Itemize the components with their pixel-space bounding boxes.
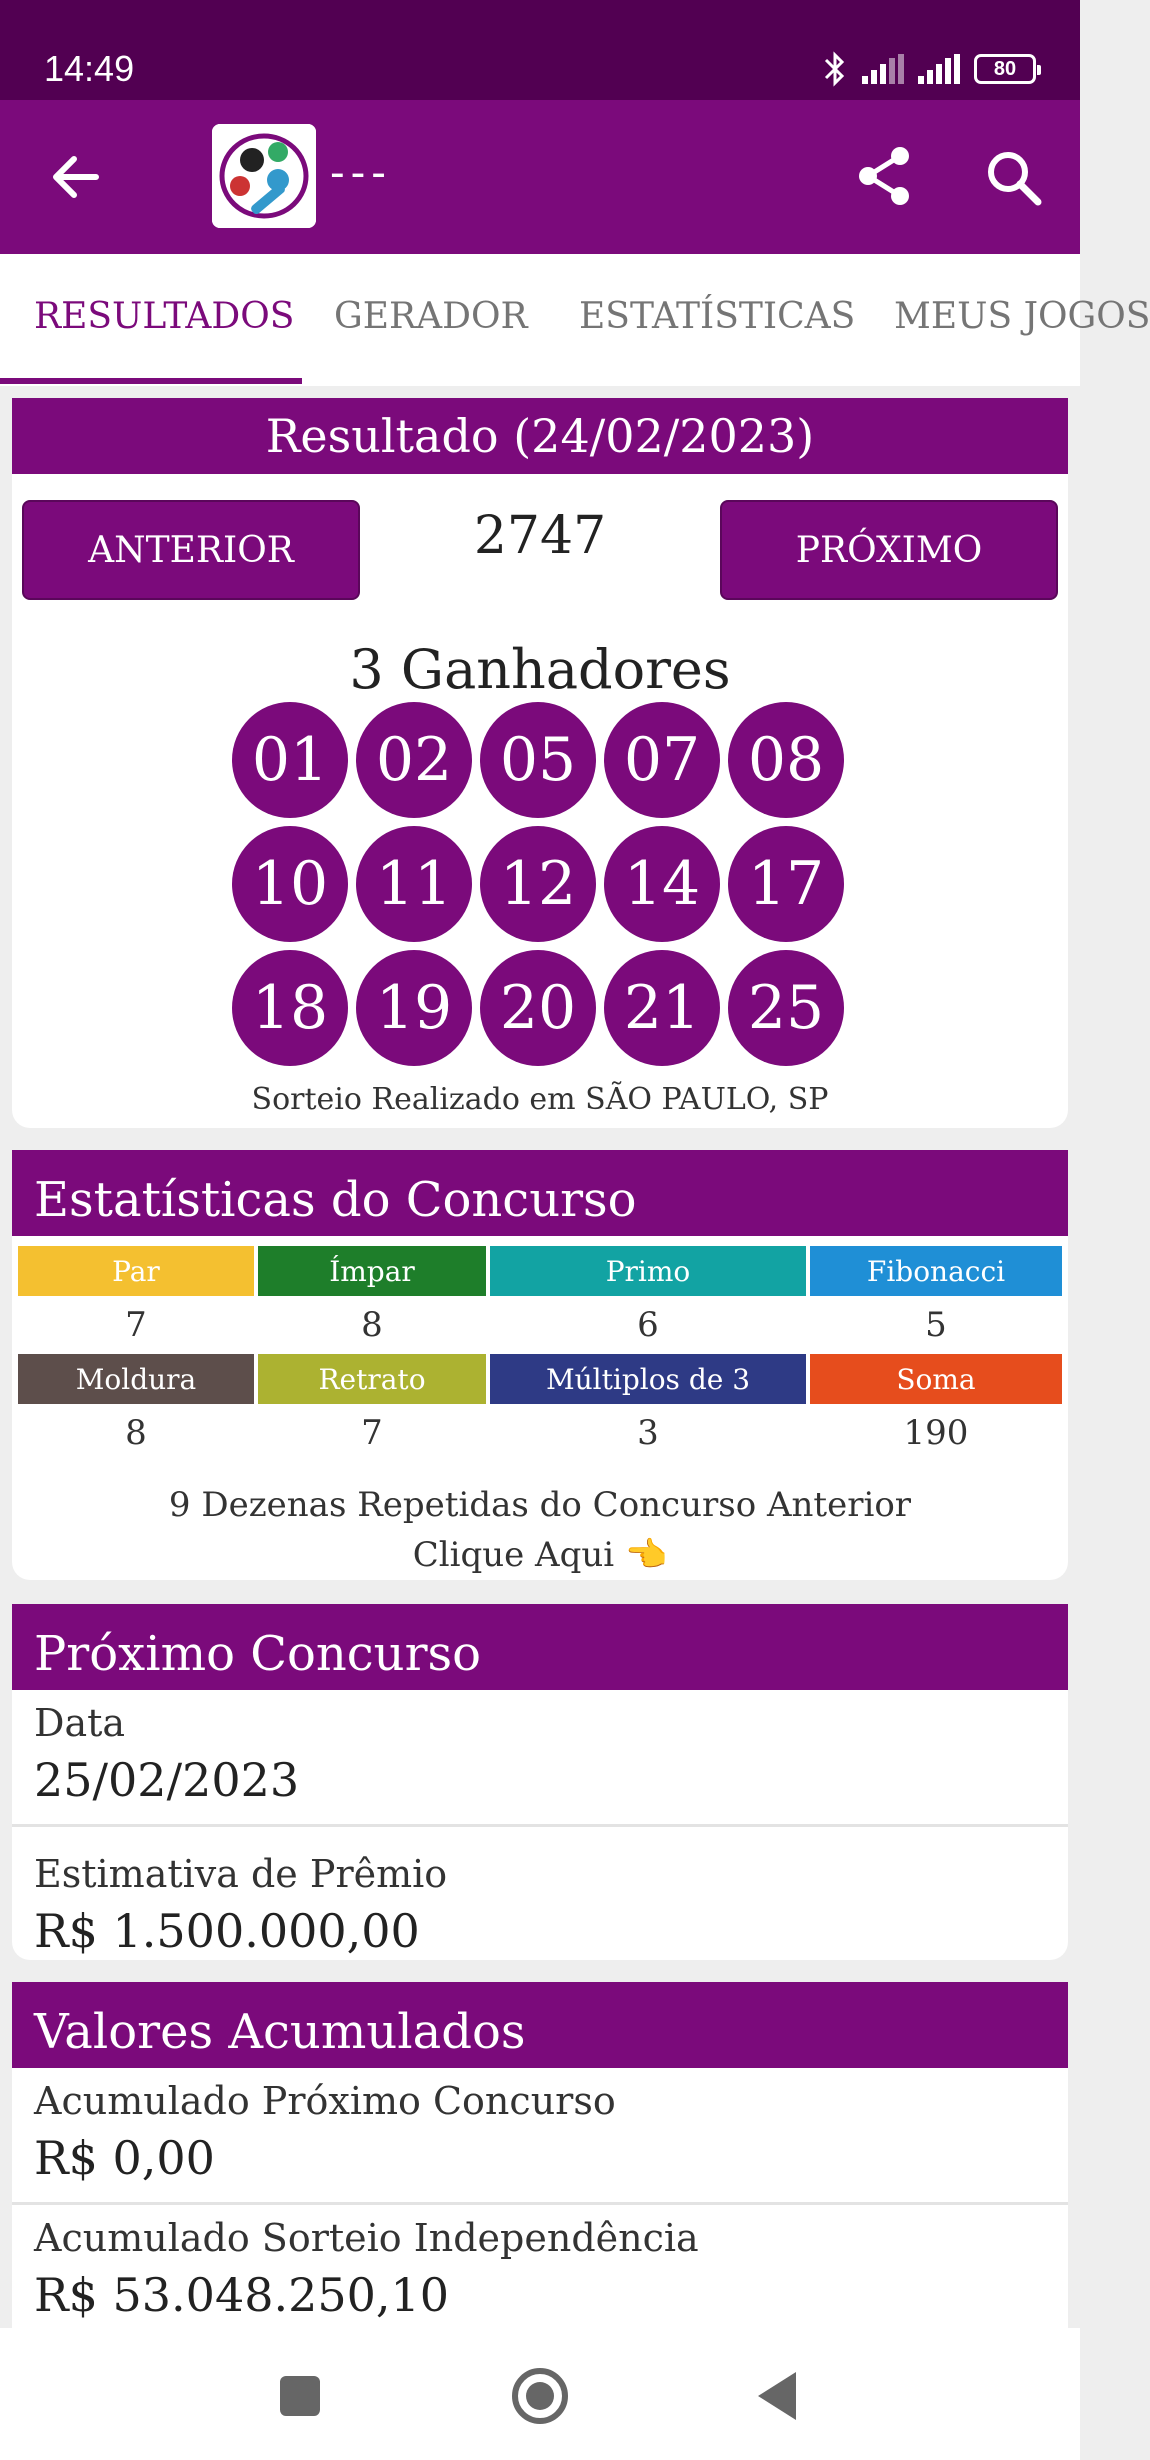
stat-label-moldura: Moldura [18,1354,254,1404]
stat-value-retrato: 7 [361,1413,383,1453]
number-ball: 20 [480,950,596,1066]
stat-value-par: 7 [125,1305,147,1345]
app-bar [0,100,1080,254]
stat-value-soma: 190 [903,1413,969,1453]
number-ball: 07 [604,702,720,818]
back-arrow-icon[interactable] [46,146,108,208]
prize-field [12,1827,1068,1975]
tab-estatisticas[interactable]: ESTATÍSTICAS [579,296,856,337]
stats-card [12,1150,1068,1580]
stat-value-primo: 6 [637,1305,659,1345]
system-nav-bar [0,2328,1080,2460]
status-bar [0,0,1080,100]
number-ball: 10 [232,826,348,942]
signal-icon [862,54,904,84]
tab-bar [0,254,1150,386]
stat-label-primo: Primo [490,1246,806,1296]
stat-label-fibonacci: Fibonacci [810,1246,1062,1296]
result-header: Resultado (24/02/2023) [12,398,1068,474]
stats-grid [18,1246,1062,1462]
drawn-numbers [232,702,858,1066]
recent-apps-icon[interactable] [280,2376,320,2416]
home-icon[interactable] [512,2368,568,2424]
draw-location: Sorteio Realizado em SÃO PAULO, SP [251,1082,829,1117]
stat-value-multiplos: 3 [637,1413,659,1453]
stat-label-multiplos: Múltiplos de 3 [490,1354,806,1404]
number-ball: 08 [728,702,844,818]
number-ball: 17 [728,826,844,942]
bluetooth-icon [822,50,848,88]
stat-label-impar: Ímpar [258,1246,486,1296]
number-ball: 02 [356,702,472,818]
prize-label: Estimativa de Prêmio [34,1852,448,1896]
tab-resultados[interactable]: RESULTADOS [34,296,295,337]
accumulated-card [12,1982,1068,2328]
number-ball: 11 [356,826,472,942]
number-ball: 01 [232,702,348,818]
battery-icon [974,54,1036,84]
next-contest-header: Próximo Concurso [12,1604,1068,1690]
stat-value-fibonacci: 5 [925,1305,947,1345]
repeated-text: 9 Dezenas Repetidas do Concurso Anterior [168,1485,912,1525]
status-time: 14:49 [44,48,135,89]
number-ball: 12 [480,826,596,942]
battery-level: 80 [993,57,1017,80]
accumulated-independence-value: R$ 53.048.250,10 [34,2268,450,2322]
search-icon[interactable] [982,146,1046,210]
accumulated-independence-label: Acumulado Sorteio Independência [34,2216,699,2260]
stats-header: Estatísticas do Concurso [12,1150,1068,1236]
click-here-link[interactable]: Clique Aqui 👈 [412,1535,668,1575]
number-ball: 14 [604,826,720,942]
stat-value-moldura: 8 [125,1413,147,1453]
accumulated-next-value: R$ 0,00 [34,2131,215,2185]
signal-icon-2 [918,54,960,84]
date-field [12,1690,1068,1824]
tab-gerador[interactable]: GERADOR [334,296,528,337]
next-contest-card [12,1604,1068,1960]
accumulated-header: Valores Acumulados [12,1982,1068,2068]
stat-value-impar: 8 [361,1305,383,1345]
number-ball: 19 [356,950,472,1066]
date-label: Data [34,1701,126,1745]
stat-label-soma: Soma [810,1354,1062,1404]
app-logo [212,124,316,228]
tab-indicator [0,378,302,384]
number-ball: 18 [232,950,348,1066]
tab-meus-jogos[interactable]: MEUS JOGOS [894,296,1150,337]
stat-label-par: Par [18,1246,254,1296]
app-title: --- [330,148,392,197]
previous-button[interactable]: ANTERIOR [22,500,360,600]
back-triangle-icon[interactable] [758,2372,796,2420]
result-card [12,398,1068,1128]
number-ball: 21 [604,950,720,1066]
prize-value: R$ 1.500.000,00 [34,1904,420,1958]
stat-label-retrato: Retrato [258,1354,486,1404]
repeated-numbers [12,1480,1068,1580]
accumulated-next-label: Acumulado Próximo Concurso [34,2079,616,2123]
accumulated-next-field [12,2068,1068,2202]
number-ball: 25 [728,950,844,1066]
next-button[interactable]: PRÓXIMO [720,500,1058,600]
share-icon[interactable] [852,144,916,208]
number-ball: 05 [480,702,596,818]
accumulated-independence-field [12,2205,1068,2339]
status-icons [822,50,1036,88]
winners-count: 3 Ganhadores [349,638,731,701]
date-value: 25/02/2023 [34,1753,300,1807]
contest-number: 2747 [473,506,607,566]
